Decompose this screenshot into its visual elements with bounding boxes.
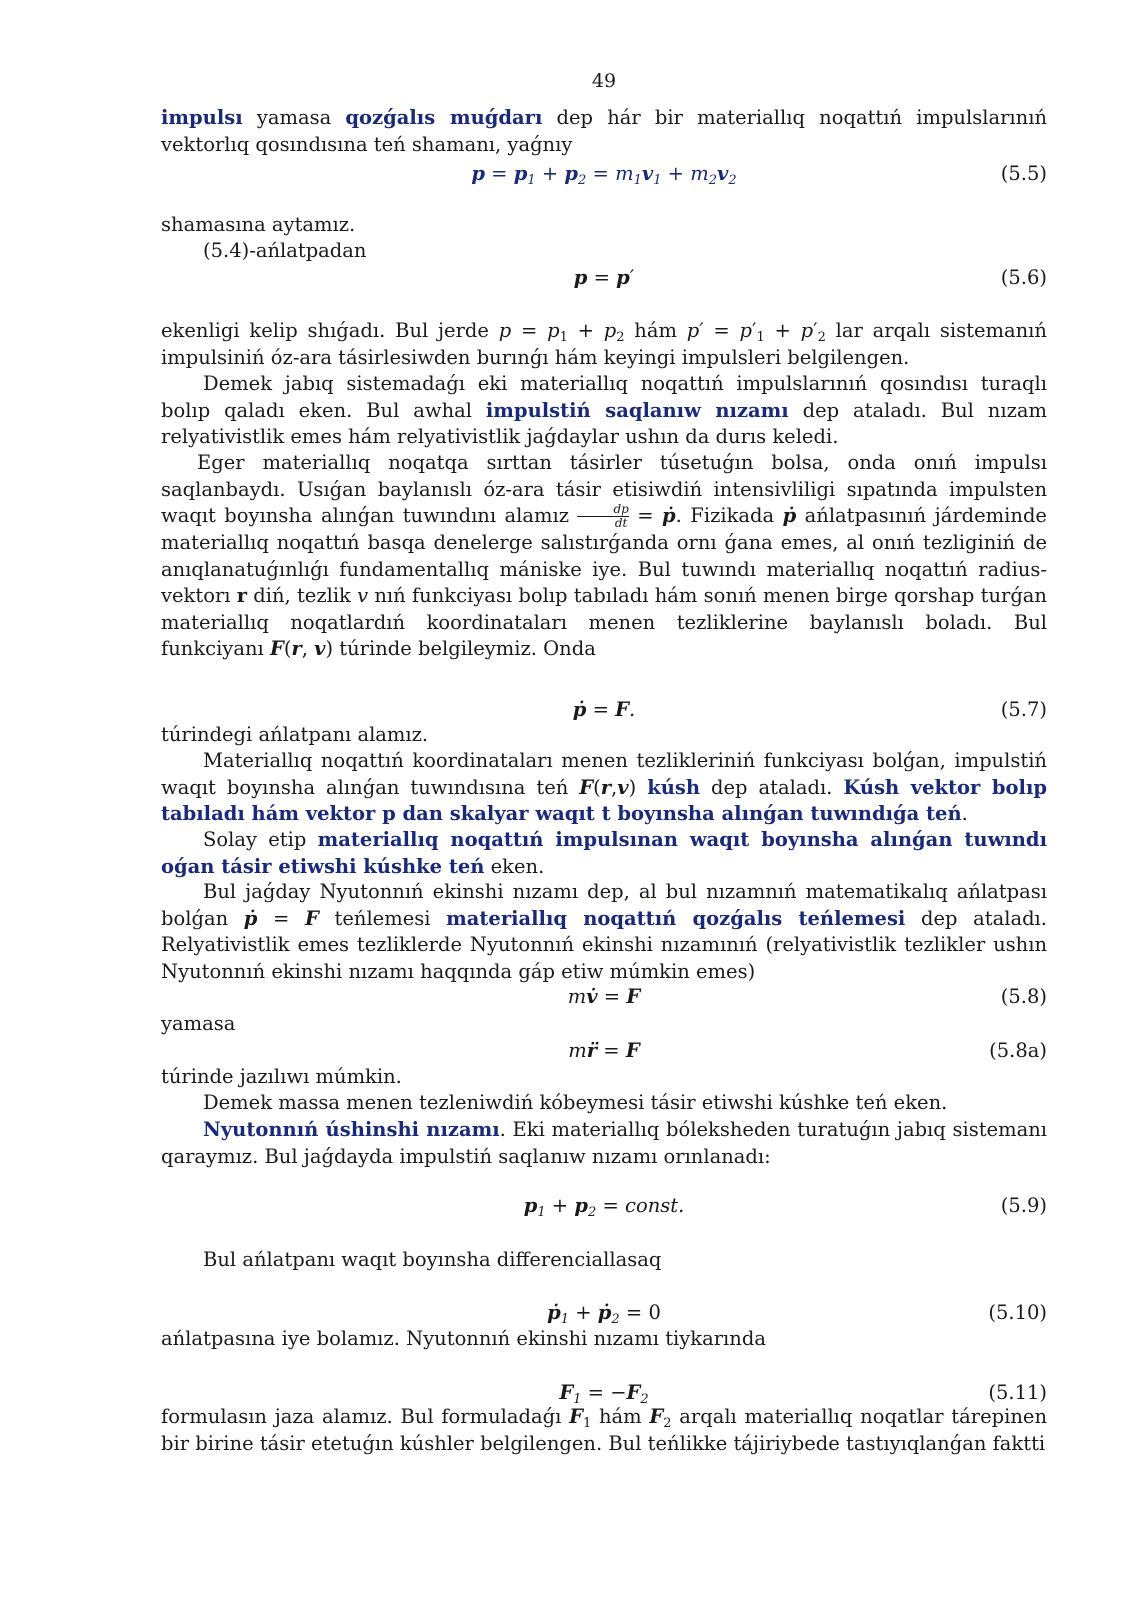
paragraph: formulasın jaza alamız. Bul formuladaǵı $F_1$ hám $F_2$ arqalı materiallıq noqatlar tárepinen bir birine tásir etetuǵın kúshler belgilengen. Bul teńlikke tájiriybede tastıyıqlanǵan faktti — [161, 1405, 1048, 1455]
paragraph: Solay etip materiallıq noqattıń impulsınan waqıt boyınsha alınǵan tuwındı oǵan tásir etiwshi kúshke teń eken. — [161, 828, 1047, 878]
equation-number: (5.5) — [1000, 162, 1047, 185]
equation-5-8a: mr̈ = F (5.8a) — [161, 1038, 1047, 1066]
equation-number: (5.8) — [1000, 985, 1047, 1008]
paragraph: Demek massa menen tezleniwdiń kóbeymesi tásir etiwshi kúshke teń eken. — [203, 1091, 948, 1114]
paragraph-second-law: Bul jaǵday Nyutonnıń ekinshi nızamı dep, al bul nızamnıń matematikalıq ańlatpası bolǵan ṗ = F teńlemesi materiallıq noqattıń qozǵalıs teńlemesi dep ataladı. Relyativistlik emes tezliklerde Nyutonnıń ekinshi nızamınıń (relyativistlik tezlikler ushın Nyutonnıń ekinshi nızamı haqqında gáp etiw múmkin emes) — [161, 880, 1047, 983]
paragraph: yamasa — [161, 1012, 236, 1035]
equation-number: (5.11) — [988, 1381, 1047, 1404]
paragraph-conservation-law: Demek jabıq sistemadaǵı eki materiallıq noqattıń impulslarınıń qosındısı turaqlı bolıp qaladı eken. Bul awhal impulstiń saqlanıw nızamı dep ataladı. Bul nızam relyativistlik emes hám relyativistlik jaǵdaylar ushın da durıs keledi. — [161, 372, 1047, 448]
equation-5-10: ṗ$_1$ + ṗ$_2$ = 0 (5.10) — [547, 1301, 1047, 1327]
equation-number: (5.7) — [1000, 698, 1047, 721]
equation-number: (5.8a) — [989, 1039, 1047, 1062]
paragraph: Bul ańlatpanı waqıt boyınsha differenciallasaq — [203, 1248, 662, 1271]
equation-number: (5.10) — [988, 1301, 1047, 1324]
paragraph: ańlatpasına iye bolamız. Nyutonnıń ekinshi nızamı tiykarında — [161, 1327, 766, 1350]
equation-5-8: mv̇ = F (5.8) — [161, 984, 1047, 1012]
paragraph-force-definition: Materiallıq noqattıń koordinataları menen tezlikleriniń funkciyası bolǵan, impulstiń waqıt boyınsha alınǵan tuwındısına teń F(r,v) kúsh dep ataladı. Kúsh vektor bolıp tabıladı hám vektor p dan skalyar waqıt t boyınsha alınǵan tuwındıǵa teń. — [161, 749, 1047, 825]
paragraph-impulse-definition: impulsı yamasa qozǵalıs muǵdarı dep hár bir materiallıq noqattıń impulslarınıń vektorlıq qosındısına teń shamanı, yaǵnıy — [161, 106, 1047, 156]
equation-5-5: $p = p_1 + p_2 = m_1v_1 + m_2v_2$ (5.5) — [471, 162, 1047, 188]
paragraph: ekenligi kelip shıǵadı. Bul jerde $p = p_1 + p_2$ hám $p' = p'_1 + p'_2$ lar arqalı sistemanıń impulsiniń óz-ara tásirlesiwden burınǵı hám keyingi impulsleri belgilengen. — [161, 319, 1047, 369]
paragraph: túrinde jazılıwı múmkin. — [161, 1065, 402, 1088]
equation-5-11: $F_1 = -F_2$ (5.11) — [559, 1381, 1047, 1407]
equation-number: (5.6) — [1000, 266, 1047, 289]
paragraph: (5.4)-ańlatpadan — [203, 239, 367, 262]
paragraph-external-forces: Eger materiallıq noqatqa sırttan tásirler túsetuǵın bolsa, onda onıń impulsı saqlanbaydı. Usıǵan baylanıslı óz-ara tásir etisiwdiń intensivliligi sıpatında impulsten waqıt boyınsha alınǵan tuwındını alamız $\frac{dp}{dt}$ = ṗ. Fizikada ṗ ańlatpasınıń járdeminde materiallıq noqattıń basqa denelerge salıstırǵanda ornı ǵana emes, al onıń tezliginiń de anıqlanatuǵınlıǵı fundamentallıq mániske iye. Bul tuwındı materiallıq noqattıń radius-vektorı r diń, tezlik v nıń funkciyası bolıp tabıladı hám sonıń menen birge qorshap turǵan materiallıq noqatlardıń koordinataları menen tezliklerine baylanıslı boladı. Bul funkciyanı F(r, v) túrinde belgileymiz. Onda — [161, 451, 1047, 660]
paragraph-third-law: Nyutonnıń úshinshi nızamı. Eki materiallıq bólekshеden turatuǵın jabıq sistemanı qaraymız. Bul jaǵdayda impulstiń saqlanıw nızamı orınlanadı: — [161, 1118, 1047, 1168]
equation-5-7: ṗ = F. (5.7) — [161, 697, 1047, 725]
equation-5-9: $p_1 + p_2$ = const. (5.9) — [523, 1194, 1047, 1220]
paragraph: shamasına aytamız. — [161, 213, 356, 236]
equation-5-6: p = p′ (5.6) — [161, 265, 1047, 293]
page-number: 49 — [591, 70, 617, 92]
paragraph: túrindegi ańlatpanı alamız. — [161, 723, 429, 746]
equation-number: (5.9) — [1000, 1194, 1047, 1217]
